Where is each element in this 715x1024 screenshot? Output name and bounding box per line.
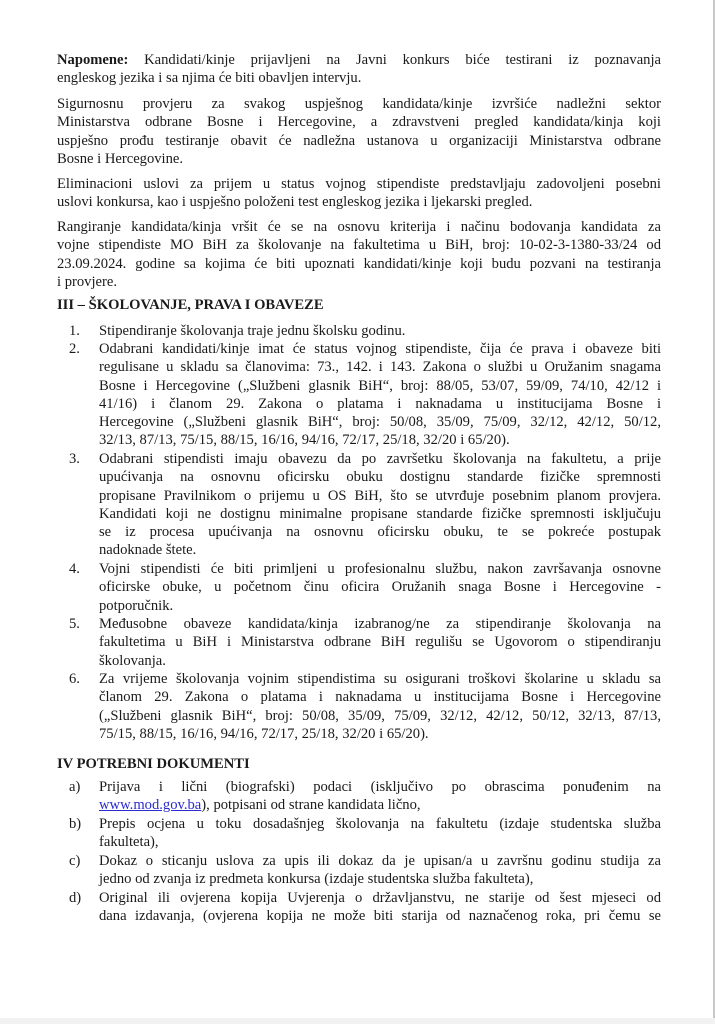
text-line: Bosne i Hercegovine („Službeni glasnik BiH“, broj: 88/05, 53/07, 59/09, 74/10, 42/12 i bbox=[99, 377, 661, 394]
text-line: 41/16) i članom 29. Zakona o platama i naknadama u institucijama Bosne i bbox=[99, 395, 661, 412]
text-line: upućivanja na osnovnu oficirsku obuku dostignu standarde fizičke spremnosti bbox=[99, 469, 661, 486]
elimination-conditions-paragraph bbox=[57, 175, 661, 212]
text-line: Odabrani stipendisti imaju obavezu da po završetku školovanja na fakultetu, a prije bbox=[99, 451, 661, 467]
notes-text: Kandidati/kinje prijavljeni na Javni konkurs biće testirani iz poznavanja bbox=[128, 52, 661, 68]
text-line: Prepis ocjena u toku dosadašnjeg školovanja na fakultetu (izdaje studentska služba bbox=[99, 816, 661, 832]
text-line: 23.09.2024. godine sa kojima će biti upoznati kandidati/kinje koji budu pozvani na testiranja bbox=[57, 255, 661, 272]
list-marker: c) bbox=[69, 853, 81, 869]
text-line: Bosne i Hercegovine. bbox=[57, 150, 184, 167]
text-line: uspješno prođu testiranje obavit će nadležna ustanova u organizaciji Ministarstva odbrane bbox=[57, 132, 661, 149]
text-line: Kandidati koji ne dostignu minimalne propisane standarde fizičke spremnosti isključuju bbox=[99, 505, 661, 522]
text-line: Original ili ovjerena kopija Uvjerenja o državljanstvu, ne starije od šest mjeseci od bbox=[99, 890, 661, 906]
text-line: članom 29. Zakona o platama i naknadama u institucijama Bosne i Hercegovine bbox=[99, 689, 661, 706]
text-line: fakultetima u BiH i Ministarstva odbrane BiH regulišu se Ugovorom o stipendiranju bbox=[99, 634, 661, 651]
text-line: Hercegovine („Službeni glasnik BiH“, broj: 50/08, 35/09, 75/09, 32/12, 42/12, 50/12, bbox=[99, 414, 661, 431]
text-line: i provjere. bbox=[57, 273, 117, 290]
section-3-heading: III – ŠKOLOVANJE, PRAVA I OBAVEZE bbox=[57, 297, 324, 313]
text-line: fakulteta), bbox=[99, 834, 159, 851]
text-line: Prijava i lični (biografski) podaci (isključivo po obrascima ponuđenim na bbox=[99, 779, 661, 795]
list-marker: 5. bbox=[69, 616, 80, 632]
text-line: Odabrani kandidati/kinje imat će status vojnog stipendiste, čija će prava i obaveze biti bbox=[99, 341, 661, 357]
list-marker: 6. bbox=[69, 671, 80, 687]
notes-paragraph bbox=[57, 51, 661, 88]
text-line: Stipendiranje školovanja traje jednu školsku godinu. bbox=[99, 323, 406, 339]
text-line: vojne stipendiste MO BiH za školovanje na fakultetima u BiH, broj: 10-02-3-1380-33/24 od bbox=[57, 237, 661, 254]
text-line: dana izdavanja, (ovjerena kopija ne može biti starija od naznačenog roka, pri čemu se bbox=[99, 908, 661, 925]
text-line: Sigurnosnu provjeru za svakog uspješnog kandidata/kinje izvršiće nadležni sektor bbox=[57, 96, 661, 112]
text-line: se iz procesa upućivanja na osnovnu oficirsku obuku, te se pokreće postupak bbox=[99, 524, 661, 541]
text-line: potporučnik. bbox=[99, 597, 174, 614]
text-line: Dokaz o sticanju uslova za upis ili dokaz da je upisan/a u završnu godinu studija za bbox=[99, 853, 661, 869]
text-line: propisane Pravilnikom o prijemu u OS BiH, što se utvrđuje posebnim planom provjera. bbox=[99, 487, 661, 504]
text-line: Međusobne obaveze kandidata/kinja izabranog/ne za stipendiranje školovanja na bbox=[99, 616, 661, 632]
text-line: („Službeni glasnik BiH“, broj: 50/08, 35/09, 75/09, 32/12, 42/12, 50/12, 32/13, 87/13, bbox=[99, 707, 661, 724]
notes-label: Napomene: bbox=[57, 52, 129, 68]
section-4-heading: IV POTREBNI DOKUMENTI bbox=[57, 756, 250, 772]
text-line: Vojni stipendisti će biti primljeni u profesionalnu službu, nakon završavanja osnovne bbox=[99, 561, 661, 577]
text-line: 32/13, 87/13, 75/15, 88/15, 16/16, 94/16, 72/17, 25/18, 32/20 i 65/20). bbox=[99, 432, 510, 449]
list-marker: a) bbox=[69, 779, 81, 795]
mod-website-link[interactable]: www.mod.gov.ba bbox=[99, 797, 202, 814]
text-fragment: ), potpisani od strane kandidata lično, bbox=[201, 797, 421, 814]
list-marker: d) bbox=[69, 890, 82, 906]
ranking-paragraph bbox=[57, 218, 661, 291]
text-line: jedno od zvanja iz predmeta konkursa (izdaje studentska služba fakulteta), bbox=[99, 871, 534, 888]
text-line: nadoknade štete. bbox=[99, 542, 197, 559]
list-marker: 1. bbox=[69, 323, 80, 339]
text-line: Za vrijeme školovanja vojnim stipendistima su osigurani troškovi školarine u skladu sa bbox=[99, 671, 661, 687]
text-line: 75/15, 88/15, 16/16, 94/16, 72/17, 25/18, 32/20 i 65/20). bbox=[99, 725, 429, 742]
text-line: školovanja. bbox=[99, 652, 166, 669]
list-marker: 2. bbox=[69, 341, 80, 357]
text-line: uslovi konkursa, kao i uspješno položeni test engleskog jezika i ljekarski pregled. bbox=[57, 194, 533, 211]
security-check-paragraph bbox=[57, 95, 661, 168]
page-bottom-strip bbox=[0, 1018, 715, 1024]
text-line: regulisane u skladu sa članovima: 73., 142. i 143. Zakona o službi u Oružanim snagama bbox=[99, 359, 661, 376]
text-line: Ministarstva odbrane Bosne i Hercegovine, a zdravstveni pregled kandidata/kinja koji bbox=[57, 114, 661, 131]
list-marker: 3. bbox=[69, 451, 80, 467]
list-marker: 4. bbox=[69, 561, 80, 577]
text-line: oficirske obuke, u početnom činu oficira Oružanih snaga Bosne i Hercegovine - bbox=[99, 579, 661, 596]
text-line: engleskog jezika i sa njima će biti obavljen intervju. bbox=[57, 70, 362, 87]
text-line: Eliminacioni uslovi za prijem u status vojnog stipendiste predstavljaju zadovoljeni posebni bbox=[57, 176, 661, 192]
text-line: Rangiranje kandidata/kinja vršit će se na osnovu kriterija i načinu bodovanja kandidata za bbox=[57, 219, 661, 235]
list-marker: b) bbox=[69, 816, 82, 832]
